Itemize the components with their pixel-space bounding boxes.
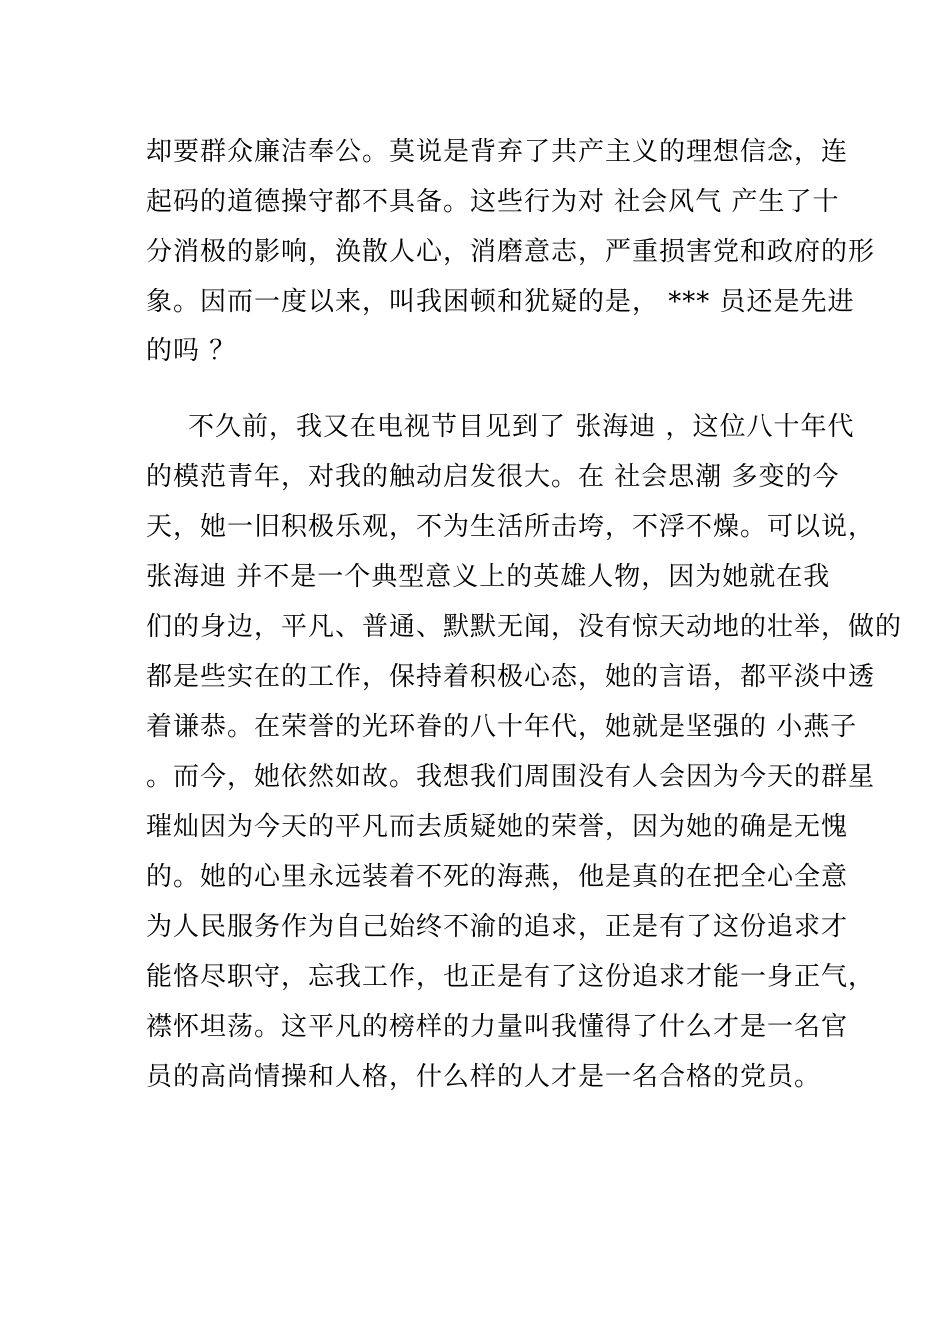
paragraph-2-line-5: 们的身边，平凡、普通、默默无闻，没有惊天动地的壮举，做的 [146,612,903,642]
paragraph-2-line-11: 为人民服务作为自己始终不渝的追求，正是有了这份追求才 [146,912,849,942]
paragraph-1-line-2: 起码的道德操守都不具备。这些行为对 社会风气 产生了十 [146,187,840,217]
paragraph-1-line-1: 却要群众廉洁奉公。莫说是背弃了共产主义的理想信念，连 [146,137,849,167]
paragraph-2-line-14: 员的高尚情操和人格，什么样的人才是一名合格的党员。 [146,1062,822,1092]
paragraph-2-line-1: 不久前，我又在电视节目见到了 张海迪 ，这位八十年代 [188,412,855,442]
paragraph-1-line-4: 象。因而一度以来，叫我困顿和犹疑的是， *** 员还是先进 [146,287,855,317]
paragraph-2-line-4: 张海迪 并不是一个典型意义上的英雄人物，因为她就在我 [146,562,831,592]
paragraph-2-line-10: 的。她的心里永远装着不死的海燕，他是真的在把全心全意 [146,862,849,892]
paragraph-2-line-8: 。而今，她依然如故。我想我们周围没有人会因为今天的群星 [146,762,876,792]
paragraph-2-line-3: 天，她一旧积极乐观，不为生活所击垮，不浮不燥。可以说， [146,512,876,542]
paragraph-1-line-3: 分消极的影响，涣散人心，消磨意志，严重损害党和政府的形 [146,237,876,267]
paragraph-2-line-12: 能恪尽职守，忘我工作，也正是有了这份追求才能一身正气， [146,962,876,992]
paragraph-2-line-13: 襟怀坦荡。这平凡的榜样的力量叫我懂得了什么才是一名官 [146,1012,849,1042]
paragraph-2-line-2: 的模范青年，对我的触动启发很大。在 社会思潮 多变的今 [146,462,840,492]
paragraph-1-line-5: 的吗 ？ [146,336,237,366]
paragraph-2-line-6: 都是些实在的工作，保持着积极心态，她的言语，都平淡中透 [146,662,876,692]
paragraph-2-line-7: 着谦恭。在荣誉的光环眷的八十年代，她就是坚强的 小燕子 [146,712,858,742]
paragraph-2-line-9: 璀灿因为今天的平凡而去质疑她的荣誉，因为她的确是无愧 [146,812,849,842]
